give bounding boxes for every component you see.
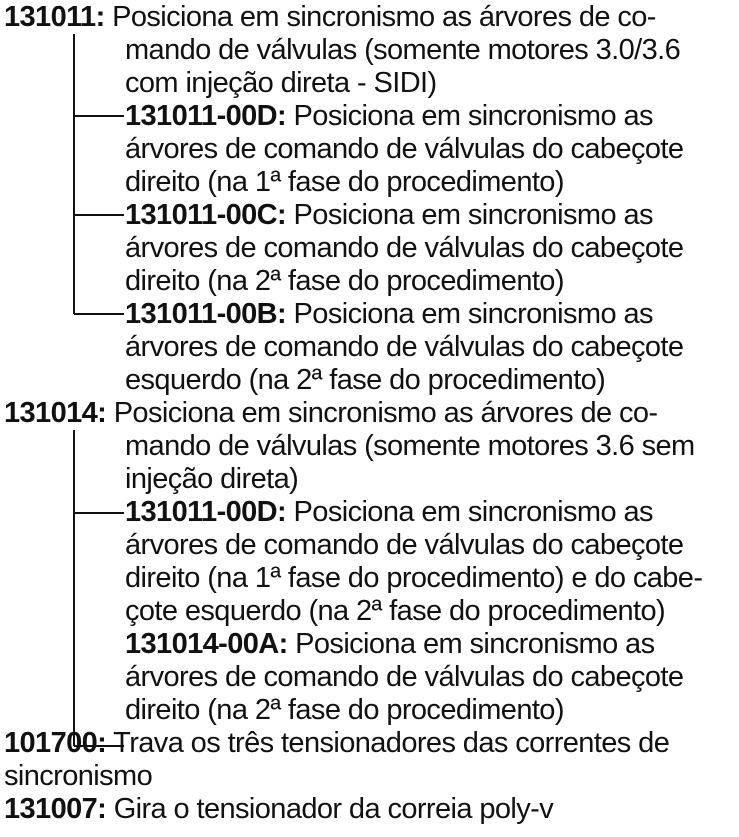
sub-entry-131011-00D-b-line-4: çote esquerdo (na 2ª fase do procedimento) [125,595,666,627]
sub-entry-131011-00C-line-3: direito (na 2ª fase do procedimento) [125,265,564,297]
entry-131014-line-1: 131014: Posiciona em sincronismo as árvores de co- [4,397,658,429]
entry-131014-line-2: mando de válvulas (somente motores 3.6 sem [125,430,695,462]
entry-code: 131011-00D: [125,496,287,528]
sub-entry-131011-00C-line-2: árvores de comando de válvulas do cabeçote [125,232,684,264]
entry-code: 131007: [4,793,107,825]
entry-131011-line-3: com injeção direta - SIDI) [125,67,437,99]
sub-entry-131014-00A-line-3: direito (na 2ª fase do procedimento) [125,694,564,726]
entry-131011-line-2: mando de válvulas (somente motores 3.0/3.6 [125,34,681,66]
sub-entry-131014-00A-line-1: 131014-00A: Posiciona em sincronismo as [125,628,655,660]
sub-entry-131011-00C-line-1: 131011-00C: Posiciona em sincronismo as [125,199,653,231]
entry-code: 131014: [4,397,107,429]
sub-entry-131011-00D-line-2: árvores de comando de válvulas do cabeçote [125,133,684,165]
entry-code: 131011-00B: [125,298,287,330]
sub-entry-131011-00B-line-3: esquerdo (na 2ª fase do procedimento) [125,364,606,396]
entry-131011-line-1: 131011: Posiciona em sincronismo as árvores de co- [4,1,656,33]
entry-101700-line-2: sincronismo [4,760,153,792]
entry-code: 131011-00C: [125,199,287,231]
sub-entry-131011-00D-b-line-3: direito (na 1ª fase do procedimento) e do cabe- [125,562,703,594]
sub-entry-131011-00D-line-1: 131011-00D: Posiciona em sincronismo as [125,100,653,132]
entry-code: 131014-00A: [125,628,288,660]
entry-code: 131011-00D: [125,100,287,132]
entry-131014-line-3: injeção direta) [125,463,299,495]
entry-131007-line-1: 131007: Gira o tensionador da correia poly-v [4,793,554,825]
sub-entry-131011-00D-b-line-1: 131011-00D: Posiciona em sincronismo as [125,496,653,528]
sub-entry-131011-00B-line-1: 131011-00B: Posiciona em sincronismo as [125,298,653,330]
entry-code: 131011: [4,1,105,33]
sub-entry-131011-00B-line-2: árvores de comando de válvulas do cabeçote [125,331,684,363]
entry-code: 101700: [4,727,107,759]
entry-101700-line-1: 101700: Trava os três tensionadores das correntes de [4,727,670,759]
sub-entry-131011-00D-line-3: direito (na 1ª fase do procedimento) [125,166,564,198]
sub-entry-131011-00D-b-line-2: árvores de comando de válvulas do cabeçote [125,529,684,561]
sub-entry-131014-00A-line-2: árvores de comando de válvulas do cabeçote [125,661,684,693]
